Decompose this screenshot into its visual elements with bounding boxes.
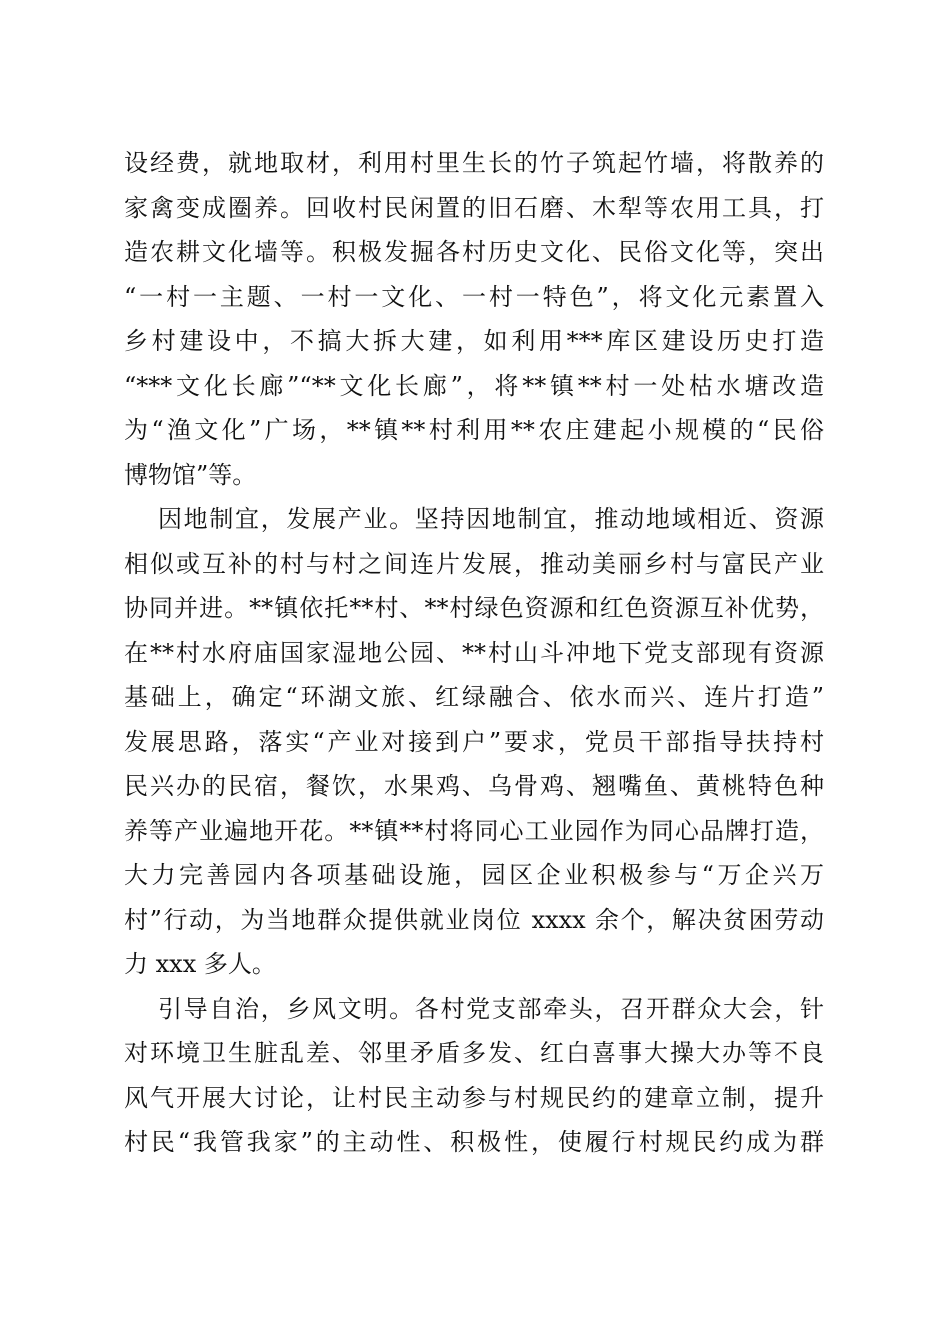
text-line: 村民“我管我家”的主动性、积极性，使履行村规民约成为群	[124, 1128, 824, 1156]
text-line: 村”行动，为当地群众提供就业岗位 xxxx 余个，解决贫困劳动	[124, 905, 824, 934]
paragraph-governance	[124, 987, 824, 1165]
text-line: 民兴办的民宿，餐饮，水果鸡、乌骨鸡、翘嘴鱼、黄桃特色种	[124, 772, 824, 800]
text-line: 引导自治，乡风文明。各村党支部牵头，召开群众大会，针	[158, 994, 824, 1023]
text-line: 发展思路，落实“产业对接到户”要求，党员干部指导扶持村	[124, 727, 824, 756]
body-text	[124, 141, 824, 1165]
text-line: 力 xxx 多人。	[124, 950, 276, 978]
text-line: 养等产业遍地开花。**镇**村将同心工业园作为同心品牌打造，	[124, 816, 824, 845]
text-line: 造农耕文化墙等。积极发掘各村历史文化、民俗文化等，突出	[124, 238, 824, 266]
text-line: 风气开展大讨论，让村民主动参与村规民约的建章立制，提升	[124, 1083, 824, 1112]
paragraph-culture	[124, 141, 824, 497]
text-line: 家禽变成圈养。回收村民闲置的旧石磨、木犁等农用工具，打	[124, 193, 824, 222]
paragraph-industry	[124, 497, 824, 987]
text-line: 在**村水府庙国家湿地公园、**村山斗冲地下党支部现有资源	[124, 638, 824, 667]
text-line: 设经费，就地取材，利用村里生长的竹子筑起竹墙，将散养的	[124, 149, 824, 177]
text-line: “一村一主题、一村一文化、一村一特色”，将文化元素置入	[124, 282, 824, 311]
text-line: “***文化长廊”“**文化长廊”，将**镇**村一处枯水塘改造	[124, 371, 824, 400]
text-line: 乡村建设中，不搞大拆大建，如利用***库区建设历史打造	[124, 327, 824, 355]
text-line: 对环境卫生脏乱差、邻里矛盾多发、红白喜事大操大办等不良	[124, 1039, 824, 1067]
text-line: 为“渔文化”广场，**镇**村利用**农庄建起小规模的“民俗	[124, 416, 824, 444]
text-line: 博物馆”等。	[124, 460, 257, 489]
text-line: 大力完善园内各项基础设施，园区企业积极参与“万企兴万	[124, 861, 824, 889]
text-line: 相似或互补的村与村之间连片发展，推动美丽乡村与富民产业	[124, 549, 824, 578]
text-line: 因地制宜，发展产业。坚持因地制宜，推动地域相近、资源	[158, 505, 824, 533]
text-line: 协同并进。**镇依托**村、**村绿色资源和红色资源互补优势，	[124, 594, 824, 622]
text-line: 基础上，确定“环湖文旅、红绿融合、依水而兴、连片打造”	[124, 683, 824, 711]
